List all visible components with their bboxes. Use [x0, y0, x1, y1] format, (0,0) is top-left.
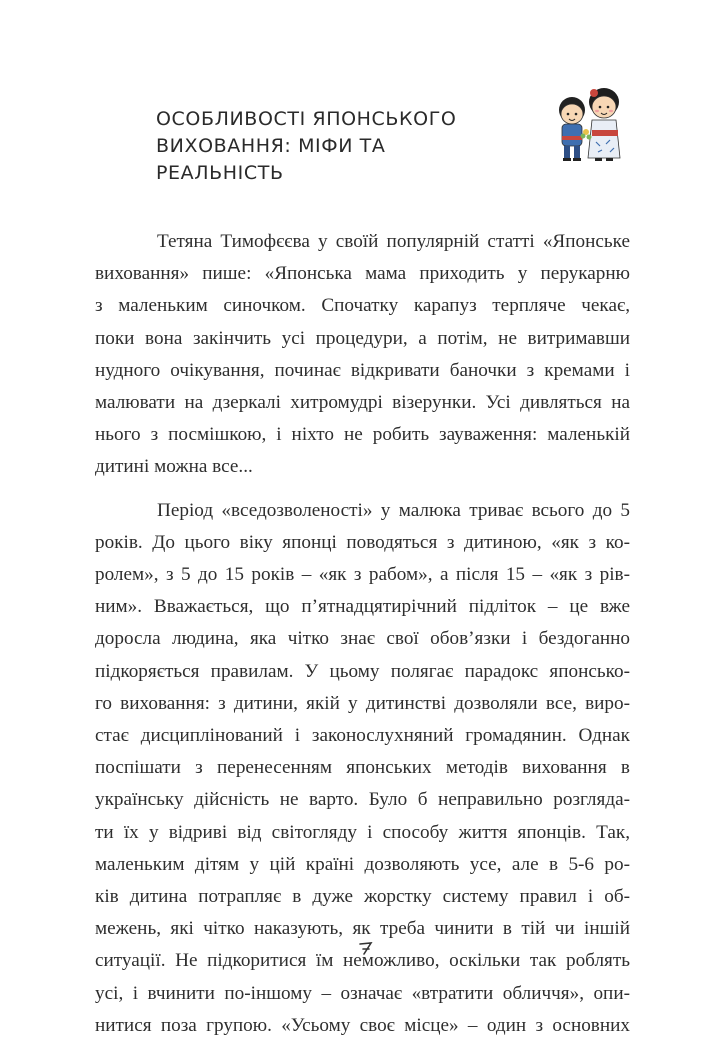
text-line: Тетяна Тимофєєва у своїй популярній статті «Японське: [157, 231, 630, 252]
text-line: ти їх у відриві від світогляду і способу життя японців. Так,: [95, 821, 630, 843]
text-line: усі, і вчинити по-іншому – означає «втратити обличчя», опи-: [95, 982, 630, 1004]
text-line: поки вона закінчить усі процедури, а потім, не витримавши: [95, 327, 630, 349]
text-line: малювати на дзеркалі хитромудрі візерунки. Усі дивляться на: [95, 392, 630, 414]
page-number-mark: [356, 938, 376, 958]
text-line: маленьким дітям у цій країні дозволяють усе, але в 5-6 ро-: [95, 853, 630, 875]
text-line: поспішати з перенесенням японських методів виховання в: [95, 757, 630, 779]
text-line: ним». Вважається, що п’ятнадцятирічний підліток – це вже: [95, 596, 630, 618]
japanese-children-icon: [540, 80, 640, 180]
text-line: виховання» пише: «Японська мама приходить у перукарню: [95, 263, 630, 285]
text-line: го виховання: з дитини, якій у дитинстві дозволяли все, виро-: [95, 692, 630, 714]
heading-line-2: ВИХОВАННЯ: МІФИ ТА: [156, 135, 386, 157]
heading-line-1: ОСОБЛИВОСТІ ЯПОНСЬКОГО: [156, 108, 457, 130]
text-line: межень, які чітко наказують, як треба чинити в тій чи іншій: [95, 918, 630, 940]
article-body: [95, 226, 630, 1042]
chapter-heading: [156, 106, 516, 187]
text-line: українську дійсність не варто. Було б неправильно розгляда-: [95, 789, 630, 811]
text-line: доросла людина, яка чітко знає свої обов’язки і бездоганно: [95, 628, 630, 650]
text-line: ків дитина потрапляє в дуже жорстку систему правил і об-: [95, 886, 630, 908]
text-line: нитися поза групою. «Усьому своє місце» – один з основних: [95, 1014, 630, 1036]
text-line: ролем», з 5 до 15 років – «як з рабом», а після 15 – «як з рів-: [95, 564, 630, 586]
text-line: підкоряється правилам. У цьому полягає парадокс японсько-: [95, 660, 630, 682]
text-line: років. До цього віку японці поводяться з дитиною, «як з ко-: [95, 531, 630, 553]
text-line: стає дисциплінований і законослухняний громадянин. Однак: [95, 725, 630, 747]
paragraph-2: [95, 495, 630, 1042]
text-line: Період «вседозволеності» у малюка триває всього до 5: [157, 499, 630, 521]
boy-figure: [559, 97, 585, 161]
heading-line-3: РЕАЛЬНІСТЬ: [156, 162, 284, 184]
paragraph-1: [95, 226, 630, 484]
girl-figure: [588, 88, 620, 161]
text-line: нудного очікування, починає відкривати баночки з кремами і: [95, 359, 630, 381]
text-line: нього з посмішкою, і ніхто не робить зауваження: маленькій: [95, 424, 630, 446]
text-line: з маленьким синочком. Спочатку карапуз терпляче чекає,: [95, 295, 630, 317]
text-line: дитині можна все...: [95, 456, 253, 478]
text-line: ситуації. Не підкоритися їм неможливо, оскільки так роблять: [95, 950, 630, 972]
